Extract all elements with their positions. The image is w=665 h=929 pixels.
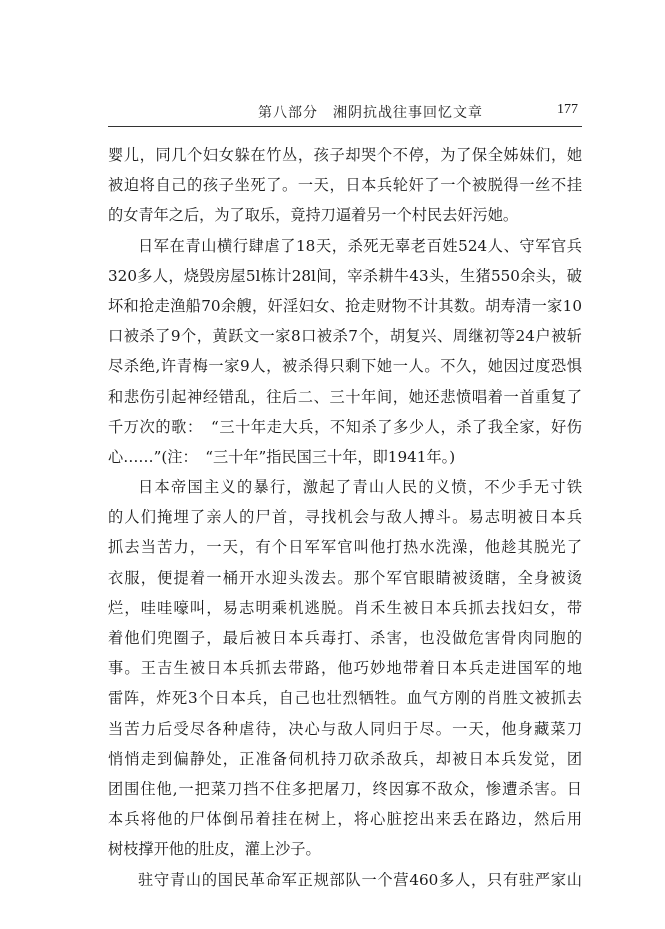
page-number: 177 [557, 102, 578, 117]
running-header [108, 100, 582, 127]
text-line: 和悲伤引起神经错乱，往后二、三十年间，她还悲愤唱着一首重复了 [108, 387, 582, 406]
text-line: 烂，哇哇嚎叫，易志明乘机逃脱。肖禾生被日本兵抓去找妇女，带 [108, 598, 582, 617]
text-line: 事。王吉生被日本兵抓去带路，他巧妙地带着日本兵走进国军的地 [108, 659, 582, 678]
text-line: 心……”(注： “三十年”指民国三十年，即1941年。) [108, 447, 456, 466]
text-line: 树枝撑开他的肚皮，灌上沙子。 [108, 840, 321, 859]
text-line: 驻守青山的国民革命军正规部队一个营460多人，只有驻严家山 [138, 870, 582, 889]
text-line: 的人们掩埋了亲人的尸首，寻找机会与敌人搏斗。易志明被日本兵 [108, 508, 582, 527]
text-line: 的女青年之后，为了取乐，竟持刀逼着另一个村民去奸污她。 [108, 206, 519, 225]
text-line: 日本帝国主义的暴行，激起了青山人民的义愤，不少手无寸铁 [138, 478, 582, 497]
text-line: 尽杀绝,许青梅一家9人，被杀得只剩下她一人。不久，她因过度恐惧 [108, 357, 582, 376]
body-text [108, 140, 582, 895]
text-line: 悄悄走到偏静处，正准备伺机持刀砍杀敌兵，却被日本兵发觉，团 [108, 749, 582, 768]
text-line: 雷阵，炸死3个日本兵，自己也壮烈牺牲。血气方刚的肖胜文被抓去 [108, 689, 582, 708]
text-line: 本兵将他的尸体倒吊着挂在树上，将心脏挖出来丢在路边，然后用 [108, 810, 582, 829]
text-line: 着他们兜圈子，最后被日本兵毒打、杀害，也没做危害骨肉同胞的 [108, 629, 582, 647]
text-line: 坏和抢走渔船70余艘，奸淫妇女、抢走财物不计其数。胡寿清一家10 [108, 296, 582, 315]
text-line: 日军在青山横行肆虐了18天，杀死无辜老百姓524人、守军官兵 [138, 236, 582, 255]
header-title: 第八部分 湘阴抗战往事回忆文章 [258, 105, 483, 121]
text-line: 320多人，烧毁房屋5l栋计28l间，宰杀耕牛43头，生猪550余头，破 [108, 266, 582, 285]
text-line: 抓去当苦力，一天，有个日军军官叫他打热水洗澡，他趁其脱光了 [108, 538, 582, 557]
text-line: 团围住他,一把菜刀挡不住多把屠刀，终因寡不敌众，惨遭杀害。日 [108, 779, 582, 798]
text-line: 口被杀了9个，黄跃文一家8口被杀7个，胡复兴、周继初等24户被斩 [108, 327, 582, 346]
text-line: 当苦力后受尽各种虐待，决心与敌人同归于尽。一天，他身藏菜刀 [108, 719, 582, 738]
text-line: 婴儿，同几个妇女躲在竹丛，孩子却哭个不停，为了保全姊妹们，她 [108, 146, 582, 164]
text-line: 千万次的歌： “三十年走大兵，不知杀了多少人，杀了我全家，好伤 [108, 417, 582, 436]
text-line: 被迫将自己的孩子坐死了。一天，日本兵轮奸了一个被脱得一丝不挂 [108, 176, 582, 195]
text-line: 衣服，便提着一桶开水迎头泼去。那个军官眼睛被烫瞎，全身被烫 [108, 568, 582, 587]
